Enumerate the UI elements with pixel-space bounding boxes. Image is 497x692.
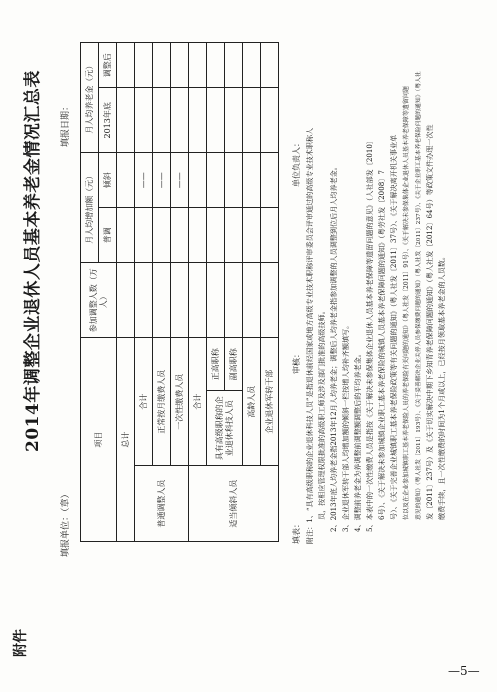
note-line: 缴费手续，且一次性缴费的时间为1个月或以上，已经按月领取基本养老金的人员数。	[437, 253, 446, 520]
note-line: 员，按相应管理权限批准的高级职工师及涉及部门批准的高级技师。	[317, 307, 326, 520]
header-increase-regular: 普调	[99, 208, 117, 263]
row-tilt: 适当倾斜人员	[189, 466, 279, 542]
note-line: 位以及在企业参加城镇职工基本养老保险人员的养老保险有关问题的通知》（粤人社发〔2011〕91号）、《关于解决未参保集体企业退休人员基本养老保障等遗留问题	[403, 86, 410, 520]
attachment-label: 附件	[13, 629, 29, 657]
header-pension-2013: 2013年底	[99, 88, 117, 153]
dash-cell: ——	[171, 153, 189, 208]
row-tilt-elderly: 高龄人员	[243, 338, 261, 466]
fill-unit: 填报单位：（章）	[61, 489, 71, 557]
row-tilt-senior-title: 具有高级职称的企业退休科技人员	[207, 391, 243, 466]
header-pension-after: 调整后	[99, 43, 117, 88]
note-line: 3、企业退休军转干部人均增加额的倾斜一栏按增人均补齐额填写。	[341, 321, 350, 532]
header-pension: 月人均养老金（元）	[81, 43, 99, 153]
note-line: 意见的通知》（粤人社发〔2011〕193号）、《关于妥善解决企业关停人员参保缴费问题的通知》（粤人社发〔2011〕237号）、《关于企业职工基本养老保险问题的通知》（粤人社	[416, 71, 422, 520]
document-title: 2014年调整企业退休人员基本养老金情况汇总表	[23, 70, 43, 452]
row-normal-sum: 合计	[135, 338, 153, 466]
note-line: 6号）、《关于解决未参加城镇企业职工基本养老保险的城镇人员基本养老保障问题的通知》（粤劳社发〔2008〕7	[377, 170, 386, 520]
note-line: 发〔2011〕237号）及《关于切实解决中期下乡知青养老保障问题的通知》（粤人社发〔2012〕64号）等政策文件办理一次性	[425, 124, 434, 520]
note-line: 号）、《关于完善企业城镇职工基本养老保险政策等有关问题的通知》（粤人社发〔2011〕37号）、《关于解决离开机关事业单	[389, 134, 398, 520]
header-increase-tilt: 倾斜	[99, 153, 117, 208]
row-normal: 普通调整人员	[135, 466, 189, 542]
row-normal-monthly: 正常按月缴费人员	[153, 338, 171, 466]
dash-cell: ——	[135, 153, 153, 208]
fill-date: 填报日期：	[61, 101, 71, 147]
row-tilt-full-senior: 正高职称	[207, 338, 225, 391]
dash-cell: ——	[153, 153, 171, 208]
header-increase: 月人均增加额（元）	[81, 153, 99, 263]
signer-reviewer: 审核：	[292, 350, 301, 374]
signer-leader: 单位负责人：	[292, 139, 301, 187]
note-line: 附注：1、“具有高级职称的企业退休科技人员”是指退休前经国家或地方高级专业技术职称评审委员会评审通过的高级专业技术职称人	[305, 127, 314, 544]
row-tilt-deputy-senior: 副高职称	[225, 338, 243, 391]
signer-filler: 填表：	[292, 520, 301, 544]
note-line: 2、2013年底人均养老金指2013年12月人均养老金；调整后人均养老金指参加调整的人员调整到位后月人均养老金。	[329, 163, 338, 532]
note-line: 5、本表中的一次性缴费人员是指按《关于解决未参保集体企业退休人员基本养老保障等遗留问题的意见》（人社部发〔2010〕	[365, 137, 374, 532]
row-total: 总计	[117, 338, 135, 542]
header-count: 参加调整人数（万人）	[81, 263, 117, 338]
note-line: 4、调整前养老金为养调整前调整额调整后的平均养老金。	[353, 350, 362, 532]
header-item: 项目	[81, 338, 117, 542]
summary-table	[80, 42, 279, 542]
row-tilt-military-cadre: 企业退休军转干部	[261, 338, 279, 466]
row-tilt-sum: 合计	[189, 338, 207, 466]
row-normal-onetime: 一次性缴费人员	[171, 338, 189, 466]
page-number: —5—	[448, 664, 480, 678]
